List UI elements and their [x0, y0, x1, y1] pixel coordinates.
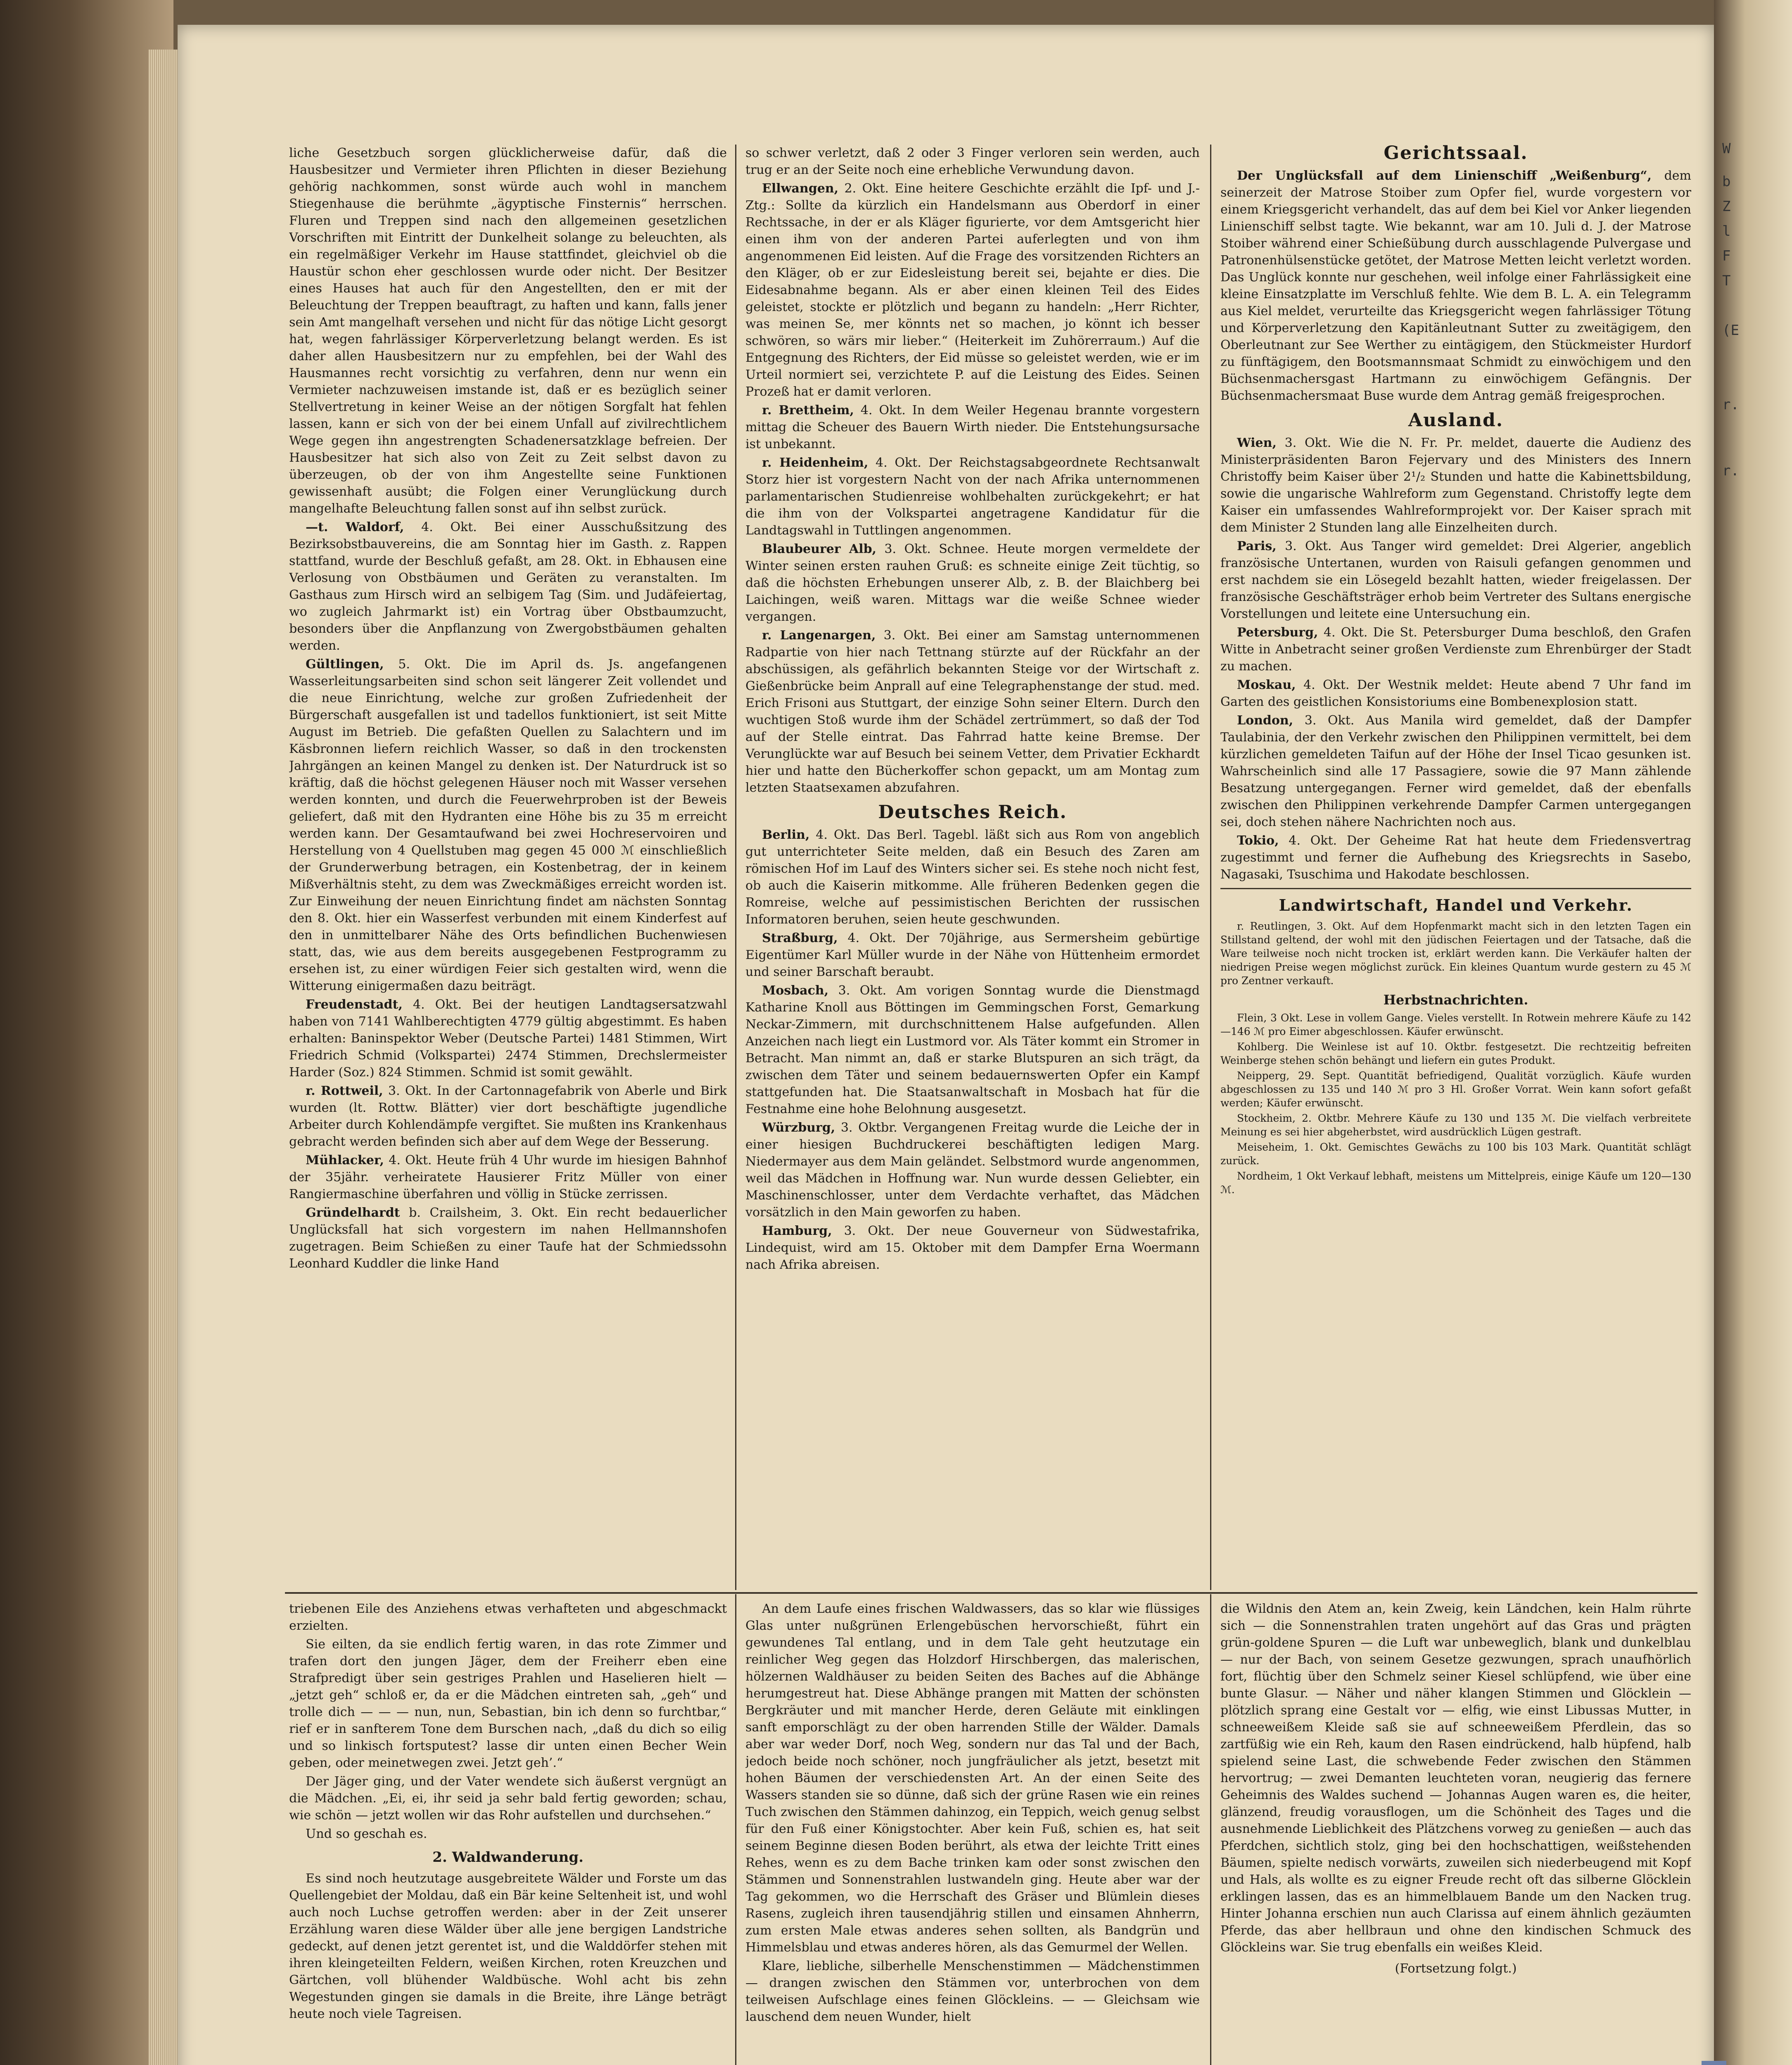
article-body: 4. Okt. Die St. Petersburger Duma beschloß, den Grafen Witte in Anbetracht seiner großen Verdienste zum Ehrenbürger der Stadt zu machen. — [1220, 625, 1691, 674]
article-heidenheim — [745, 454, 1200, 539]
edge-fragment: Z — [1722, 198, 1731, 215]
place-name: Petersburg, — [1237, 625, 1318, 640]
place-name: Blaubeurer Alb, — [762, 542, 876, 556]
article-title: Der Unglücksfall auf dem Linienschiff „Weißenburg“, — [1237, 169, 1652, 183]
column-rule-2 — [1210, 145, 1211, 1590]
article-body: 3. Okt. Bei einer am Samstag unternommenen Radpartie von hier nach Tettnang stürzte auf der Rückfahr an der abschüssigen, als gefährlich bekannten Steige vor der Wirtschaft z. Gießenbrücke beim Anprall auf eine Telegraphenstange der stud. med. Erich Frisoni aus Stuttgart, der einzige Sohn seiner Eltern. Durch den wuchtigen Stoß wurde ihm der Schädel zertrümmert, so daß der Tod auf der Stelle eintrat. Das Fahrrad hatte keine Bremse. Der Verunglückte war auf Besuch bei seinem Vetter, dem Privatier Eckhardt hier und hatte den Bücherkoffer schon gepackt, um am Montag zum letzten Staatsexamen abzufahren. — [745, 628, 1200, 795]
edge-fragment: T — [1722, 273, 1731, 289]
article-gruendelhardt — [289, 1204, 727, 1272]
story-text: die Wildnis den Atem an, kein Zweig, kein Ländchen, kein Halm rührte sich — die Sonnenstrahlen traten ungehört auf das Gras und prägten grün-goldene Spuren — die Luft war unbeweglich, blank und dunkelblau — nur der Bach, von seinem Gesetze gezwungen, sprach unaufhörlich fort, flüchtig über den Schmelz seiner Kiesel schlüpfend, wie über eine bunte Glasur. — Näher und näher klangen Stimmen und Glöcklein — plötzlich sprang eine Gestalt vor — elfig, wie einst Libussas Mutter, in schneeweißem Kleide saß sie auf schneeweißem Pferdlein, das so zartfüßig wie ein Reh, kaum den Rasen eindrückend, halb hüpfend, halb spielend seine Last, die schwebende Feder zwischen den Stämmen hervortrug; — zwei Demanten leuchteten voran, neugierig das fernere Geheimnis des Waldes suchend — Johannas Augen waren es, die heiter, glänzend, freudig vorausflogen, um die Schönheit des Tages und die ausnehmende Lieblichkeit des Plätzchens vorweg zu genießen — auch das Pferdchen, sichtlich stolz, ging bei den hochschattigen, weißstehenden Bäumen, spielte nedisch vorwärts, zuweilen sich niederbeugend mit Kopf und Hals, als wollte es zu eigner Freude recht oft das silberne Glöcklein erklingen lassen, das es an himmelblauem Bande um den Nacken trug. Hinter Johanna erschien nun auch Clarissa auf einem ähnlich gezäumten Pferde, das aber hellbraun und ohne den kindischen Schmuck des Glöckleins war. Sie trug ebenfalls ein weißes Kleid. — [1220, 1602, 1691, 1955]
place-name: London, — [1237, 713, 1294, 728]
article-brettheim — [745, 402, 1200, 453]
article-body: 3. Okt. Am vorigen Sonntag wurde die Dienstmagd Katharine Knoll aus Böttingen im Gemmingschen Forst, Gemarkung Neckar-Zimmern, mit durchschnittenem Halse aufgefunden. Allen Anzeichen nach liegt ein Lustmord vor. Als Täter kommt ein Stromer in Betracht. Man nimmt an, daß er starke Blutspuren an sich trägt, da zwischen dem Täter und seinem bedauernswerten Opfer ein Kampf stattgefunden hat. Die Staatsanwaltschaft in Mosbach hat für die Festnahme eine hohe Belohnung ausgesetzt. — [745, 983, 1200, 1116]
column-rule-1 — [735, 145, 736, 1590]
article-wien — [1220, 434, 1691, 536]
place-name: Wien, — [1237, 436, 1277, 450]
story-text: Es sind noch heutzutage ausgebreitete Wälder und Forste um das Quellengebiet der Moldau, daß ein Bär keine Seltenheit ist, und wohl auch noch Luchse getroffen werden: aber in der Zeit unserer Erzählung waren diese Wälder über alle jene bergigen Landstriche gedeckt, auf denen jetzt gerentet ist, und die Walddörfer stehen mit ihren kleingeteilten Feldern, weißen Kirchen, roten Kreuzchen und Gärtchen, voll blühender Waldbüsche. Wohl acht bis zehn Wegestunden gingen sie damals in die Breite, ihre Länge beträgt heute noch viele Tagreisen. — [289, 1871, 727, 2021]
article-petersburg — [1220, 624, 1691, 675]
article-tokio — [1220, 832, 1691, 883]
middle-column — [745, 145, 1200, 1590]
place-name: Würzburg, — [762, 1120, 835, 1135]
story-text: Der Jäger ging, und der Vater wendete sich äußerst vergnügt an die Mädchen. „Ei, ei, ihr seid ja sehr bald fertig geworden; schau, wie schön — jetzt wollen wir das Rohr aufstellen und durchsehen.“ — [289, 1774, 727, 1823]
subsection-heading: Herbstnachrichten. — [1383, 992, 1529, 1008]
article-body: 4. Okt. In dem Weiler Hegenau brannte vorgestern mittag die Scheuer des Bauern Wirth nieder. Die Entstehungsursache ist unbekannt. — [745, 403, 1200, 451]
place-name: r. Rottweil, — [306, 1084, 383, 1098]
article-wuerzburg — [745, 1119, 1200, 1221]
place-name: Straßburg, — [762, 931, 838, 945]
section-rule — [1220, 888, 1691, 889]
left-column — [289, 145, 727, 1590]
article-text: liche Gesetzbuch sorgen glücklicherweise dafür, daß die Hausbesitzer und Vermieter ihren Pflichten in dieser Beziehung gehörig nachkommen, sonst würde auch wohl in manchem Stiegenhause die berühmte „ägyptische Finsternis“ herrschen. Fluren und Treppen sind nach den allgemeinen gesetzlichen Vorschriften mit Eintritt der Dunkelheit solange zu beleuchten, als ein regelmäßiger Verkehr im Hause stattfindet, gleichviel ob die Haustür schon eher geschlossen wurde oder nicht. Der Besitzer eines Hauses hat auch für den Angestellten, den er mit der Beleuchtung der Treppen beauftragt, zu haften und kann, falls jener sein Amt mangelhaft versehen und nicht für das nötige Licht gesorgt hat, wegen fahrlässiger Körperverletzung belangt werden. Es ist daher allen Hausbesitzern nur zu empfehlen, bei der Wahl des Hausmannes recht vorsichtig zu verfahren, denn nur wenn ein Vermieter nachzuweisen imstande ist, daß er es bezüglich seiner Stellvertretung in keiner Weise an der nötigen Sorgfalt hat fehlen lassen, kann er sich von der bei einem Unfall auf zivilrechtlichem Wege gegen ihn angestrengten Schadenersatzklage befreien. Der Hausbesitzer hat sich also von Zeit zu Zeit selbst davon zu überzeugen, ob der von ihm Angestellte seine Funktionen gewissenhaft ausübt; die Folgen einer Verunglückung durch mangelhafte Beleuchtung fallen sonst auf ihn selbst zurück. — [289, 146, 727, 516]
article-unfall — [1220, 167, 1691, 404]
report-flein: Flein, 3 Okt. Lese in vollem Gange. Vieles verstellt. In Rotwein mehrere Käufe zu 142—146 ℳ pro Eimer abgeschlossen. Käufer erwünscht. — [1220, 1012, 1691, 1037]
article-text: so schwer verletzt, daß 2 oder 3 Finger verloren sein werden, auch trug er an der Seite noch eine erhebliche Verwundung davon. — [745, 146, 1200, 177]
report-kohlberg: Kohlberg. Die Weinlese ist auf 10. Oktbr. festgesetzt. Die rechtzeitig befreiten Weinberge stehen schön behängt und liefern ein gutes Produkt. — [1220, 1041, 1691, 1066]
continuation-note: (Fortsetzung folgt.) — [1395, 1961, 1517, 1976]
feuilleton-rule — [285, 1592, 1697, 1594]
edge-fragment: l — [1722, 223, 1731, 240]
section-heading: Gerichtssaal. — [1384, 145, 1528, 164]
article-body: 4. Okt. Der Westnik meldet: Heute abend 7 Uhr fand im Garten des geistlichen Konsistoriums eine Bombenexplosion statt. — [1220, 678, 1691, 709]
story-text: Sie eilten, da sie endlich fertig waren, in das rote Zimmer und trafen dort den jungen Jäger, dem der Freiherr eben eine Strafpredigt über sein gestriges Prahlen und Haselieren hielt — „jetzt geh“ schloß er, da er die Mädchen eintreten sah, „geh“ und trolle dich — — — nun, nun, Sebastian, bin ich denn so furchtbar,“ rief er in sanfterem Tone dem Burschen nach, „daß du dich so eilig und so linkisch fortsputest? lasse dir unten einen Becher Wein geben, oder meinetwegen zwei. Jetzt geh’.“ — [289, 1637, 727, 1770]
place-name: Gründelhardt — [306, 1206, 400, 1220]
report-nordheim: Nordheim, 1 Okt Verkauf lebhaft, meistens um Mittelpreis, einige Käufe um 120—130 ℳ. — [1220, 1170, 1691, 1196]
article-body: 3. Okt. Wie die N. Fr. Pr. meldet, dauerte die Audienz des Ministerpräsidenten Baron Fejervary und des Ministers des Innern Christoffy beim Kaiser über 2¹/₂ Stunden und hatte die Kabinettsbildung, sowie die ungarische Wahlreform zum Gegenstand. Christoffy legte dem Kaiser ein umfassendes Wahlreformprojekt vor. Der Kaiser sprach mit dem Minister 2 Stunden lang alle Einzelheiten durch. — [1220, 436, 1691, 535]
article-body: dem seinerzeit der Matrose Stoiber zum Opfer fiel, wurde vorgestern vor einem Kriegsgericht verhandelt, das auf dem bei Kiel vor Anker liegenden Linienschiff selbst tagte. Wie bekannt, war am 10. Juli d. J. der Matrose Stoiber während einer Schießübung durch ausschlagende Pulvergase und Patronenhülsenstücke getötet, der Matrose Metten leicht verletzt worden. Das Unglück konnte nur geschehen, weil infolge einer Fahrlässigkeit eine kleine Einsatzplatte im Verschluß fehlte. Wie dem B. L. A. ein Telegramm aus Kiel meldet, verurteilte das Kriegsgericht wegen fahrlässiger Tötung und Körperverletzung den Kapitänleutnant Sutter zu zweitägigem, den Oberleutnant zur See Werther zu eintägigem, den Stückmeister Hurdorf zu fünftägigem, den Bootsmannsmaat Schmidt zu einwöchigem und den Büchsenmachersgast Hartmann zu einwöchigem Gefängnis. Der Büchsenmachersmaat Buse wurde dem Antrag gemäß freigesprochen. — [1220, 169, 1691, 403]
story-text: An dem Laufe eines frischen Waldwassers, das so klar wie flüssiges Glas unter nußgrünen Erlengebüschen hervorschießt, führt ein gewundenes Tal entlang, und in dem Tale geht heutzutage ein reinlicher Weg gegen das Holzdorf Hirschbergen, das malerischen, hölzernen Waldhäuser zu beiden Seiten des Baches auf die Abhänge herumgestreut hat. Diese Abhänge prangen mit Matten der schönsten Bergkräuter und mit mancher Herde, deren Geläute mit einklingen sanft emporschlägt zu der oben harrenden Stille der Wälder. Damals aber war weder Dorf, noch Weg, sondern nur das Tal und der Bach, jedoch beide noch schöner, noch jungfräulicher als jetzt, besetzt mit hohen Bäumen der verschiedensten Art. An der einen Seite des Wassers standen sie so dünne, daß sich der grüne Rasen wie ein reines Tuch zwischen den Stämmen dahinzog, ein Teppich, weich genug selbst für den Fuß einer Königstochter. Aber kein Fuß, schien es, hat seit seinem Beginne diesen Boden berührt, als etwa der leichte Tritt eines Rehes, wenn es zu dem Bache trinken kam oder sonst zwischen den Stämmen und Sonnenstrahlen lustwandeln ging. Heute aber war der Tag gekommen, wo die Herrschaft des Gräser und Blümlein dieses Rasens, zugleich ihren tausendjährig stillen und einsamen Ahnherrn, zum ersten Male etwas anderes sehen sollten, als Bandgrün und Himmelsblau und etwas anderes hören, als das Gemurmel der Wellen. — [745, 1602, 1200, 1955]
section-heading: Deutsches Reich. — [878, 802, 1067, 823]
place-name: Berlin, — [762, 828, 810, 842]
next-page-edge — [1714, 0, 1792, 2065]
place-name: Mosbach, — [762, 983, 829, 998]
feuilleton-column-1 — [289, 1600, 727, 2065]
article-body: 3. Oktbr. Vergangenen Freitag wurde die Leiche der in einer hiesigen Buchdruckerei beschäftigten ledigen Marg. Niedermayer aus dem Main geländet. Selbstmord wurde angenommen, weil das Mädchen in Hoffnung war. Nun wurde dessen Geliebter, ein Maschinenschlosser, unter dem Verdachte verhaftet, das Mädchen vorsätzlich in den Main geworfen zu haben. — [745, 1120, 1200, 1220]
article-ellwangen — [745, 180, 1200, 400]
book-binding — [0, 0, 173, 2065]
article-freudenstadt — [289, 996, 727, 1081]
article-rottweil — [289, 1082, 727, 1150]
article-body: 4. Okt. Das Berl. Tagebl. läßt sich aus Rom von angeblich gut unterrichteter Seite melden, daß ein Besuch des Zaren am römischen Hof im Lauf des Winters sicher sei. Es stehe noch nicht fest, ob auch die Kaiserin mitkomme. Alle früheren Bedenken gegen die Romreise, welche auf pessimistischen Berichten der russischen Informatoren beruhen, seien heute geschwunden. — [745, 828, 1200, 927]
article-body: 4. Okt. Heute früh 4 Uhr wurde im hiesigen Bahnhof der 35jähr. verheiratete Hausierer Fritz Müller von einer Rangiermaschine überfahren und völlig in Stücke zerrissen. — [289, 1153, 727, 1201]
place-name: Tokio, — [1237, 833, 1279, 848]
report-meiseheim: Meiseheim, 1. Okt. Gemischtes Gewächs zu 100 bis 103 Mark. Quantität schlägt zurück. — [1220, 1141, 1691, 1167]
story-text: triebenen Eile des Anziehens etwas verhafteten und abgeschmackt erzielten. — [289, 1602, 727, 1633]
article-reutlingen: r. Reutlingen, 3. Okt. Auf dem Hopfenmarkt macht sich in den letzten Tagen ein Stillstand geltend, der wohl mit den jüdischen Feiertagen und der Tatsache, daß die Ware teilweise noch nicht trocken ist, erklärt werden kann. Die Verkäufer halten der niedrigen Preise wegen möglichst zurück. Ein kleines Quantum wurde gestern zu 45 ℳ pro Zentner verkauft. — [1220, 920, 1691, 987]
newspaper-page — [178, 25, 1714, 2065]
edge-fragment: W — [1722, 140, 1731, 157]
edge-fragment: F — [1722, 248, 1731, 264]
place-name: r. Heidenheim, — [762, 456, 869, 470]
feuilleton-rule-2 — [1210, 1594, 1211, 2065]
edge-fragment: (E — [1722, 322, 1739, 339]
story-text: Und so geschah es. — [306, 1827, 427, 1841]
article-muehlacker — [289, 1152, 727, 1203]
article-body: 5. Okt. Die im April ds. Js. angefangenen Wasserleitungsarbeiten sind schon seit längerer Zeit vollendet und die neue Einrichtung, welche zur großen Zufriedenheit der Bürgerschaft ausgefallen ist und tadellos funktioniert, ist seit Mitte August im Betrieb. Die gefaßten Quellen zu Salachtern und im Käsbronnen liefern reichlich Wasser, so daß in den trockensten Jahrgängen an keinen Mangel zu denken ist. Der Naturdruck ist so kräftig, daß die höchst gelegenen Häuser noch mit Wasser versehen werden konnten, und durch die Feuerwehrproben ist der Beweis geliefert, daß mit den Hydranten eine Höhe bis zu 35 m erreicht werden kann. Der Gesamtaufwand bei zwei Hochreservoiren und Herstellung von 4 Quellstuben mag gegen 45 000 ℳ einschließlich der Grunderwerbung betragen, ein Kostenbetrag, der in keinem Mißverhältnis steht, zu dem was Zweckmäßiges erreicht worden ist. Zur Einweihung der neuen Einrichtung findet am nächsten Sonntag den 8. Okt. hier ein Wasserfest verbunden mit einem Kinderfest auf den in unmittelbarer Nähe des Orts befindlichen Buchenwiesen statt, das, wie aus dem bereits ausgegebenen Festprogramm zu ersehen ist, zu einer würdigen Feier sich gestalten wird, wenn die Witterung einigermaßen dazu beiträgt. — [289, 657, 727, 993]
report-neipperg: Neipperg, 29. Sept. Quantität befriedigend, Qualität vorzüglich. Käufe wurden abgeschlossen zu 135 und 140 ℳ pro 3 Hl. Großer Vorrat. Wein kann sofort gefaßt werden; Käufer erwünscht. — [1220, 1070, 1691, 1109]
place-name: Mühlacker, — [306, 1153, 384, 1168]
article-body: 4. Okt. Bei einer Ausschußsitzung des Bezirksobstbauvereins, die am Sonntag hier im Gasth. z. Rappen stattfand, wurde der Beschluß gefaßt, am 28. Okt. in Ebhausen eine Verlosung von Obstbäumen und Geräten zu veranstalten. Im Gasthaus zum Hirsch wird an selbigem Tag (Sim. und Judäfeiertag, wo zugleich Jahrmarkt ist) ein Vortrag über Obstbaumzucht, besonders über die Anpflanzung von Zwergobstbäumen gehalten werden. — [289, 520, 727, 653]
article-gueltlingen — [289, 656, 727, 995]
place-name: Moskau, — [1237, 678, 1296, 692]
edge-fragment: r. — [1722, 396, 1739, 413]
article-london — [1220, 712, 1691, 831]
feuilleton-rule-1 — [735, 1594, 736, 2065]
place-name: —t. Waldorf, — [306, 520, 404, 534]
article-hamburg — [745, 1222, 1200, 1273]
article-mosbach — [745, 982, 1200, 1118]
article-moskau — [1220, 676, 1691, 710]
place-name: Gültlingen, — [306, 657, 384, 672]
place-name: Hamburg, — [762, 1224, 832, 1238]
article-body: 3. Okt. In der Cartonnagefabrik von Aberle und Birk wurden (lt. Rottw. Blätter) vier dort beschäftigte jugendliche Arbeiter durch Kohlendämpfe vergiftet. Sie mußten ins Krankenhaus gebracht werden befinden sich aber auf dem Wege der Besserung. — [289, 1084, 727, 1149]
article-body: 3. Okt. Aus Tanger wird gemeldet: Drei Algerier, angeblich französische Untertanen, wurden von Raisuli gefangen genommen und erst nachdem sie ein Lösegeld bezahlt hatten, wieder freigelassen. Der französische Geschäftsträger erhob beim Vertreter des Sultans energische Vorstellungen und leitete eine Untersuchung ein. — [1220, 539, 1691, 621]
feuilleton-column-3 — [1220, 1600, 1691, 2065]
article-body: 3. Okt. Der neue Gouverneur von Südwestafrika, Lindequist, wird am 15. Oktober mit dem Dampfer Erna Woermann nach Afrika abreisen. — [745, 1224, 1200, 1272]
story-text: Klare, liebliche, silberhelle Menschenstimmen — Mädchenstimmen — drangen zwischen den Stämmen vor, unterbrochen von dem teilweisen Aufschlage eines feinen Glöckleins. — — Gleichsam wie lauschend dem neuen Wunder, hielt — [745, 1959, 1200, 2024]
edge-fragment: b — [1722, 173, 1731, 190]
article-body: 4. Okt. Der Reichstagsabgeordnete Rechtsanwalt Storz hier ist vorgestern Nacht von der nach Afrika unternommenen parlamentarischen Studienreise wohlbehalten zurückgekehrt; er hat die ihm von der Volkspartei angetragene Kandidatur für die Landtagswahl in Tuttlingen angenommen. — [745, 456, 1200, 538]
article-body: 2. Okt. Eine heitere Geschichte erzählt die Ipf- und J.-Ztg.: Sollte da kürzlich ein Handelsmann aus Oberdorf in einer Rechtssache, in der er als Kläger figurierte, vor dem Amtsgericht hier einen ihm von der anderen Partei auferlegten und von ihm angenommenen Eid leisten. Auf die Frage des vorsitzenden Richters an den Kläger, ob er zur Eidesleistung bereit sei, bejahte er dies. Die Eidesabnahme begann. Als er aber einen kleinen Teil des Eides geleistet, stockte er plötzlich und begann zu handeln: „Herr Richter, was meinen Se, mer könnts net so machen, jo könnt ich besser schwören, so wärs mir lieber.“ (Heiterkeit im Zuhörerraum.) Auf die Entgegnung des Richters, der Eid müsse so geleistet werden, wie er im Urteil normiert sei, verzichtete P. auf die Leistung des Eides. Seinen Prozeß hat er damit verloren. — [745, 181, 1200, 399]
article-body: 4. Okt. Der Geheime Rat hat heute dem Friedensvertrag zugestimmt und ferner die Aufhebung des Kriegsrechts in Sasebo, Nagasaki, Tsuschima und Hakodate beschlossen. — [1220, 833, 1691, 882]
place-name: Ellwangen, — [762, 181, 839, 196]
feuilleton-column-2 — [745, 1600, 1200, 2065]
article-body: 3. Okt. Schnee. Heute morgen vermeldete der Winter seinen ersten rauhen Gruß: es schneite einige Zeit tüchtig, so daß die höchsten Erhebungen unserer Alb, z. B. der Blaichberg bei Laichingen, weiß waren. Mittags war die weiße Schnee wieder vergangen. — [745, 542, 1200, 624]
article-body: b. Crailsheim, 3. Okt. Ein recht bedauerlicher Unglücksfall hat sich vorgestern im nahen Hellmannshofen zugetragen. Beim Schießen zu einer Taufe hat der Schmiedssohn Leonhard Kuddler die linke Hand — [289, 1206, 727, 1271]
page-edges — [149, 50, 182, 2065]
bookmark-tab — [1702, 2061, 1726, 2065]
article-body: 3. Okt. Aus Manila wird gemeldet, daß der Dampfer Taulabinia, der den Verkehr zwischen den Philippinen vermittelt, bei dem kürzlichen gemeldeten Taifun auf der Höhe der Insel Ticao gesunken ist. Wahrscheinlich sind alle 17 Passagiere, sowie die 97 Mann zählende Besatzung untergegangen. Ferner wird gemeldet, daß der ebenfalls zwischen den Philippinen verkehrende Dampfer Carmen untergegangen sei, doch stehen nähere Nachrichten noch aus. — [1220, 713, 1691, 829]
place-name: Paris, — [1237, 539, 1277, 553]
report-stockheim: Stockheim, 2. Oktbr. Mehrere Käufe zu 130 und 135 ℳ. Die vielfach verbreitete Meinung es sei hier abgeherbstet, wird ausdrücklich Lügen gestraft. — [1220, 1112, 1691, 1138]
article-langenargen — [745, 627, 1200, 796]
chapter-heading: 2. Waldwanderung. — [432, 1849, 584, 1866]
right-column — [1220, 145, 1691, 1590]
section-heading: Landwirtschaft, Handel und Verkehr. — [1279, 896, 1633, 914]
article-paris — [1220, 538, 1691, 622]
section-heading: Ausland. — [1408, 410, 1504, 431]
place-name: r. Brettheim, — [762, 403, 854, 418]
edge-fragment: r. — [1722, 463, 1739, 479]
article-waldorf — [289, 519, 727, 654]
article-body: 4. Okt. Bei der heutigen Landtagsersatzwahl haben von 7141 Wahlberechtigten 4779 gültig abgestimmt. Es haben erhalten: Baninspektor Weber (Deutsche Partei) 1481 Stimmen, Wirt Friedrich Schmid (Volkspartei) 2474 Stimmen, Drechslermeister Harder (Soz.) 824 Stimmen. Schmid ist somit gewählt. — [289, 997, 727, 1080]
place-name: r. Langenargen, — [762, 628, 876, 643]
article-body: 4. Okt. Der 70jährige, aus Sermersheim gebürtige Eigentümer Karl Müller wurde in der Nähe von Hüttenheim ermordet und seiner Barschaft beraubt. — [745, 931, 1200, 979]
article-blaubeurer — [745, 541, 1200, 625]
article-strassburg — [745, 930, 1200, 980]
place-name: Freudenstadt, — [306, 997, 403, 1012]
article-berlin — [745, 826, 1200, 928]
